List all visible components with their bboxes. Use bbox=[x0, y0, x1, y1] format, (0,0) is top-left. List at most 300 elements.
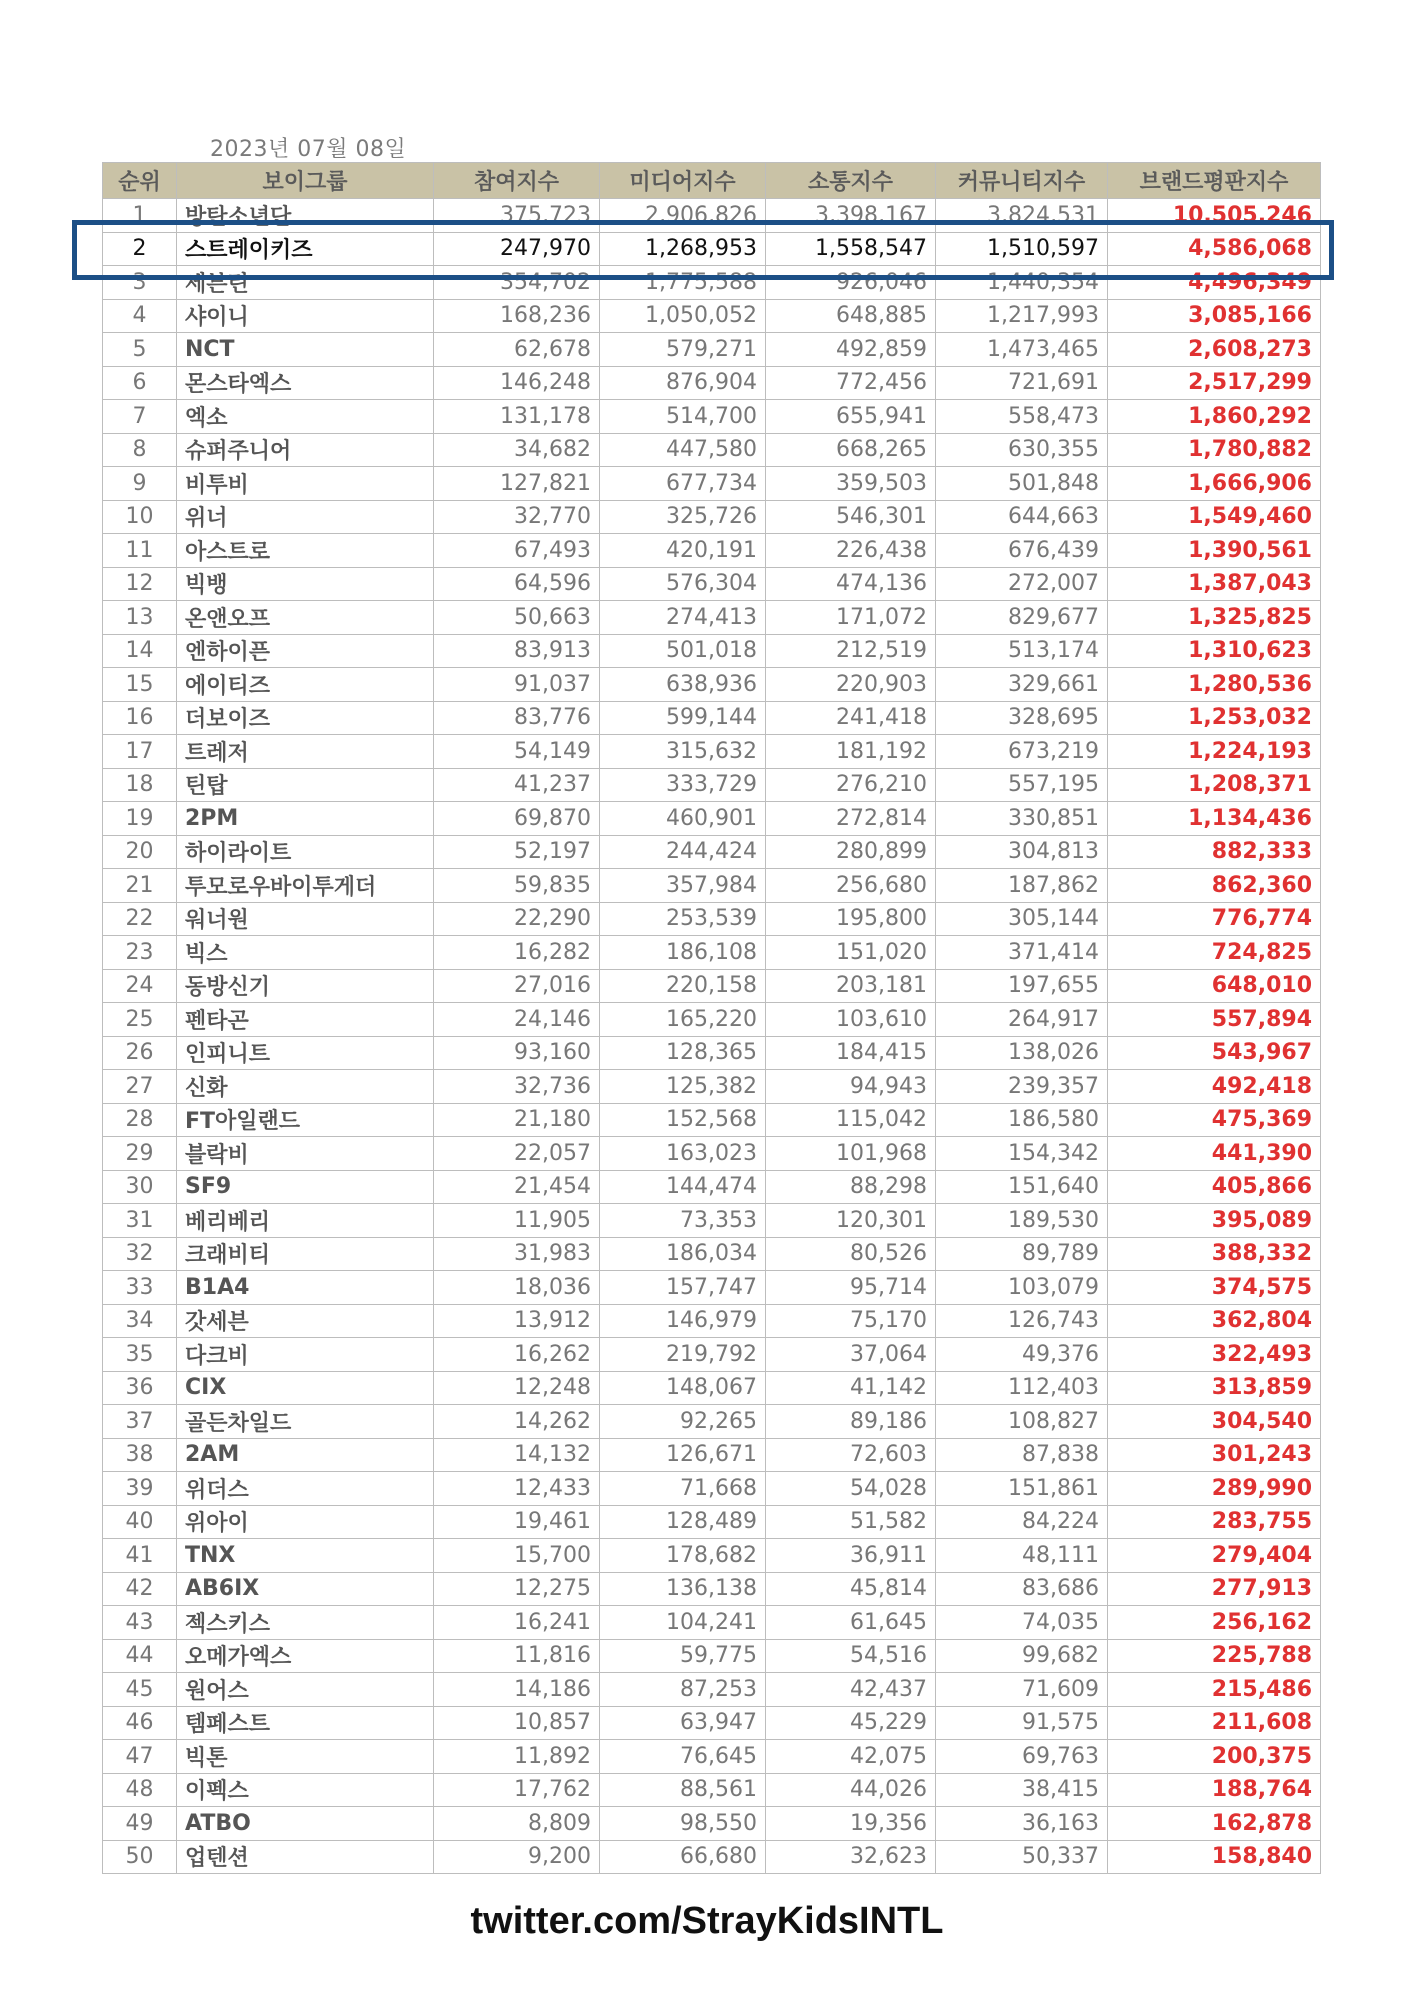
rank-cell: 14 bbox=[103, 634, 177, 668]
group-name-cell: 위더스 bbox=[177, 1472, 434, 1506]
brand-score-cell: 1,310,623 bbox=[1108, 634, 1321, 668]
communication-cell: 45,229 bbox=[766, 1706, 936, 1740]
community-cell: 676,439 bbox=[936, 534, 1108, 568]
group-name-cell: 위아이 bbox=[177, 1505, 434, 1539]
community-cell: 108,827 bbox=[936, 1405, 1108, 1439]
rank-cell: 16 bbox=[103, 701, 177, 735]
rank-cell: 11 bbox=[103, 534, 177, 568]
group-name-cell: SF9 bbox=[177, 1170, 434, 1204]
rank-cell: 45 bbox=[103, 1673, 177, 1707]
brand-score-cell: 3,085,166 bbox=[1108, 299, 1321, 333]
communication-cell: 151,020 bbox=[766, 936, 936, 970]
community-cell: 1,473,465 bbox=[936, 333, 1108, 367]
communication-cell: 546,301 bbox=[766, 500, 936, 534]
community-cell: 239,357 bbox=[936, 1070, 1108, 1104]
brand-score-cell: 1,134,436 bbox=[1108, 802, 1321, 836]
participation-cell: 22,057 bbox=[434, 1137, 600, 1171]
table-row bbox=[103, 1137, 1321, 1171]
communication-cell: 72,603 bbox=[766, 1438, 936, 1472]
participation-cell: 354,702 bbox=[434, 266, 600, 300]
header-participation: 참여지수 bbox=[434, 163, 600, 199]
community-cell: 371,414 bbox=[936, 936, 1108, 970]
group-name-cell: 온앤오프 bbox=[177, 601, 434, 635]
communication-cell: 19,356 bbox=[766, 1807, 936, 1841]
participation-cell: 59,835 bbox=[434, 869, 600, 903]
brand-score-cell: 279,404 bbox=[1108, 1539, 1321, 1573]
table-row bbox=[103, 1840, 1321, 1874]
table-row bbox=[103, 1405, 1321, 1439]
group-name-cell: 2AM bbox=[177, 1438, 434, 1472]
communication-cell: 184,415 bbox=[766, 1036, 936, 1070]
participation-cell: 16,262 bbox=[434, 1338, 600, 1372]
brand-score-cell: 277,913 bbox=[1108, 1572, 1321, 1606]
group-name-cell: 오메가엑스 bbox=[177, 1639, 434, 1673]
media-cell: 357,984 bbox=[600, 869, 766, 903]
community-cell: 91,575 bbox=[936, 1706, 1108, 1740]
community-cell: 328,695 bbox=[936, 701, 1108, 735]
brand-score-cell: 1,549,460 bbox=[1108, 500, 1321, 534]
group-name-cell: 더보이즈 bbox=[177, 701, 434, 735]
communication-cell: 101,968 bbox=[766, 1137, 936, 1171]
media-cell: 1,775,588 bbox=[600, 266, 766, 300]
brand-score-cell: 10,505,246 bbox=[1108, 199, 1321, 233]
media-cell: 136,138 bbox=[600, 1572, 766, 1606]
group-name-cell: 트레저 bbox=[177, 735, 434, 769]
participation-cell: 21,454 bbox=[434, 1170, 600, 1204]
table-row bbox=[103, 936, 1321, 970]
media-cell: 420,191 bbox=[600, 534, 766, 568]
group-name-cell: 베리베리 bbox=[177, 1204, 434, 1238]
brand-score-cell: 304,540 bbox=[1108, 1405, 1321, 1439]
media-cell: 87,253 bbox=[600, 1673, 766, 1707]
rank-cell: 39 bbox=[103, 1472, 177, 1506]
rank-cell: 18 bbox=[103, 768, 177, 802]
group-name-cell: 골든차일드 bbox=[177, 1405, 434, 1439]
community-cell: 49,376 bbox=[936, 1338, 1108, 1372]
brand-score-cell: 776,774 bbox=[1108, 902, 1321, 936]
media-cell: 876,904 bbox=[600, 366, 766, 400]
brand-score-cell: 1,325,825 bbox=[1108, 601, 1321, 635]
rank-cell: 46 bbox=[103, 1706, 177, 1740]
community-cell: 151,861 bbox=[936, 1472, 1108, 1506]
brand-score-cell: 215,486 bbox=[1108, 1673, 1321, 1707]
table-row bbox=[103, 768, 1321, 802]
brand-score-cell: 1,208,371 bbox=[1108, 768, 1321, 802]
participation-cell: 18,036 bbox=[434, 1271, 600, 1305]
communication-cell: 80,526 bbox=[766, 1237, 936, 1271]
participation-cell: 10,857 bbox=[434, 1706, 600, 1740]
group-name-cell: 빅스 bbox=[177, 936, 434, 970]
media-cell: 73,353 bbox=[600, 1204, 766, 1238]
community-cell: 513,174 bbox=[936, 634, 1108, 668]
media-cell: 220,158 bbox=[600, 969, 766, 1003]
participation-cell: 8,809 bbox=[434, 1807, 600, 1841]
participation-cell: 52,197 bbox=[434, 835, 600, 869]
community-cell: 138,026 bbox=[936, 1036, 1108, 1070]
community-cell: 83,686 bbox=[936, 1572, 1108, 1606]
table-row bbox=[103, 500, 1321, 534]
table-row bbox=[103, 1237, 1321, 1271]
communication-cell: 54,516 bbox=[766, 1639, 936, 1673]
media-cell: 447,580 bbox=[600, 433, 766, 467]
table-row bbox=[103, 1639, 1321, 1673]
rank-cell: 12 bbox=[103, 567, 177, 601]
communication-cell: 474,136 bbox=[766, 567, 936, 601]
rank-cell: 1 bbox=[103, 199, 177, 233]
group-name-cell: 하이라이트 bbox=[177, 835, 434, 869]
participation-cell: 12,275 bbox=[434, 1572, 600, 1606]
table-row bbox=[103, 1773, 1321, 1807]
table-row bbox=[103, 668, 1321, 702]
media-cell: 325,726 bbox=[600, 500, 766, 534]
media-cell: 1,050,052 bbox=[600, 299, 766, 333]
brand-score-cell: 862,360 bbox=[1108, 869, 1321, 903]
participation-cell: 64,596 bbox=[434, 567, 600, 601]
group-name-cell: 세븐틴 bbox=[177, 266, 434, 300]
rank-cell: 22 bbox=[103, 902, 177, 936]
group-name-cell: 틴탑 bbox=[177, 768, 434, 802]
brand-score-cell: 4,586,068 bbox=[1108, 232, 1321, 266]
participation-cell: 131,178 bbox=[434, 400, 600, 434]
brand-score-cell: 301,243 bbox=[1108, 1438, 1321, 1472]
community-cell: 673,219 bbox=[936, 735, 1108, 769]
communication-cell: 32,623 bbox=[766, 1840, 936, 1874]
participation-cell: 93,160 bbox=[434, 1036, 600, 1070]
rank-cell: 6 bbox=[103, 366, 177, 400]
rank-cell: 34 bbox=[103, 1304, 177, 1338]
participation-cell: 14,186 bbox=[434, 1673, 600, 1707]
participation-cell: 17,762 bbox=[434, 1773, 600, 1807]
media-cell: 125,382 bbox=[600, 1070, 766, 1104]
communication-cell: 668,265 bbox=[766, 433, 936, 467]
communication-cell: 75,170 bbox=[766, 1304, 936, 1338]
brand-score-cell: 322,493 bbox=[1108, 1338, 1321, 1372]
participation-cell: 168,236 bbox=[434, 299, 600, 333]
participation-cell: 16,241 bbox=[434, 1606, 600, 1640]
communication-cell: 241,418 bbox=[766, 701, 936, 735]
community-cell: 48,111 bbox=[936, 1539, 1108, 1573]
brand-score-cell: 374,575 bbox=[1108, 1271, 1321, 1305]
table-row bbox=[103, 1003, 1321, 1037]
report-date: 2023년 07월 08일 bbox=[210, 137, 407, 162]
brand-score-cell: 1,390,561 bbox=[1108, 534, 1321, 568]
community-cell: 89,789 bbox=[936, 1237, 1108, 1271]
communication-cell: 272,814 bbox=[766, 802, 936, 836]
communication-cell: 226,438 bbox=[766, 534, 936, 568]
rank-cell: 28 bbox=[103, 1103, 177, 1137]
table-row bbox=[103, 1438, 1321, 1472]
community-cell: 189,530 bbox=[936, 1204, 1108, 1238]
brand-score-cell: 362,804 bbox=[1108, 1304, 1321, 1338]
community-cell: 305,144 bbox=[936, 902, 1108, 936]
group-name-cell: 빅뱅 bbox=[177, 567, 434, 601]
brand-score-cell: 211,608 bbox=[1108, 1706, 1321, 1740]
rank-cell: 50 bbox=[103, 1840, 177, 1874]
communication-cell: 203,181 bbox=[766, 969, 936, 1003]
brand-score-cell: 2,608,273 bbox=[1108, 333, 1321, 367]
media-cell: 460,901 bbox=[600, 802, 766, 836]
communication-cell: 359,503 bbox=[766, 467, 936, 501]
participation-cell: 247,970 bbox=[434, 232, 600, 266]
community-cell: 630,355 bbox=[936, 433, 1108, 467]
brand-score-cell: 4,496,349 bbox=[1108, 266, 1321, 300]
table-row bbox=[103, 1204, 1321, 1238]
communication-cell: 120,301 bbox=[766, 1204, 936, 1238]
media-cell: 576,304 bbox=[600, 567, 766, 601]
brand-score-cell: 648,010 bbox=[1108, 969, 1321, 1003]
media-cell: 88,561 bbox=[600, 1773, 766, 1807]
rank-cell: 8 bbox=[103, 433, 177, 467]
boy-group-ranking-table bbox=[102, 162, 1321, 1874]
table-row bbox=[103, 1673, 1321, 1707]
header-brand: 브랜드평판지수 bbox=[1108, 163, 1321, 199]
communication-cell: 95,714 bbox=[766, 1271, 936, 1305]
group-name-cell: 젝스키스 bbox=[177, 1606, 434, 1640]
community-cell: 272,007 bbox=[936, 567, 1108, 601]
participation-cell: 41,237 bbox=[434, 768, 600, 802]
table-row bbox=[103, 1706, 1321, 1740]
media-cell: 638,936 bbox=[600, 668, 766, 702]
community-cell: 557,195 bbox=[936, 768, 1108, 802]
rank-cell: 43 bbox=[103, 1606, 177, 1640]
brand-score-cell: 1,860,292 bbox=[1108, 400, 1321, 434]
header-group: 보이그룹 bbox=[177, 163, 434, 199]
media-cell: 599,144 bbox=[600, 701, 766, 735]
community-cell: 721,691 bbox=[936, 366, 1108, 400]
table-row bbox=[103, 1070, 1321, 1104]
participation-cell: 21,180 bbox=[434, 1103, 600, 1137]
participation-cell: 54,149 bbox=[434, 735, 600, 769]
participation-cell: 50,663 bbox=[434, 601, 600, 635]
rank-cell: 35 bbox=[103, 1338, 177, 1372]
participation-cell: 31,983 bbox=[434, 1237, 600, 1271]
rank-cell: 27 bbox=[103, 1070, 177, 1104]
media-cell: 186,034 bbox=[600, 1237, 766, 1271]
participation-cell: 11,816 bbox=[434, 1639, 600, 1673]
media-cell: 501,018 bbox=[600, 634, 766, 668]
brand-score-cell: 1,780,882 bbox=[1108, 433, 1321, 467]
group-name-cell: 비투비 bbox=[177, 467, 434, 501]
brand-score-cell: 1,666,906 bbox=[1108, 467, 1321, 501]
rank-cell: 17 bbox=[103, 735, 177, 769]
participation-cell: 69,870 bbox=[434, 802, 600, 836]
table-row bbox=[103, 433, 1321, 467]
communication-cell: 51,582 bbox=[766, 1505, 936, 1539]
participation-cell: 27,016 bbox=[434, 969, 600, 1003]
participation-cell: 12,248 bbox=[434, 1371, 600, 1405]
communication-cell: 89,186 bbox=[766, 1405, 936, 1439]
table-row bbox=[103, 1807, 1321, 1841]
communication-cell: 256,680 bbox=[766, 869, 936, 903]
table-row bbox=[103, 1170, 1321, 1204]
group-name-cell: 갓세븐 bbox=[177, 1304, 434, 1338]
media-cell: 163,023 bbox=[600, 1137, 766, 1171]
media-cell: 2,906,826 bbox=[600, 199, 766, 233]
participation-cell: 83,913 bbox=[434, 634, 600, 668]
group-name-cell: 위너 bbox=[177, 500, 434, 534]
participation-cell: 11,892 bbox=[434, 1740, 600, 1774]
participation-cell: 32,770 bbox=[434, 500, 600, 534]
group-name-cell: 엑소 bbox=[177, 400, 434, 434]
community-cell: 74,035 bbox=[936, 1606, 1108, 1640]
community-cell: 1,217,993 bbox=[936, 299, 1108, 333]
rank-cell: 33 bbox=[103, 1271, 177, 1305]
communication-cell: 94,943 bbox=[766, 1070, 936, 1104]
community-cell: 829,677 bbox=[936, 601, 1108, 635]
table-row bbox=[103, 333, 1321, 367]
header-communication: 소통지수 bbox=[766, 163, 936, 199]
rank-cell: 13 bbox=[103, 601, 177, 635]
rank-cell: 41 bbox=[103, 1539, 177, 1573]
group-name-cell: 이펙스 bbox=[177, 1773, 434, 1807]
rank-cell: 48 bbox=[103, 1773, 177, 1807]
group-name-cell: 스트레이키즈 bbox=[177, 232, 434, 266]
footer-twitter-handle: twitter.com/StrayKidsINTL bbox=[470, 1900, 944, 1942]
group-name-cell: CIX bbox=[177, 1371, 434, 1405]
participation-cell: 14,262 bbox=[434, 1405, 600, 1439]
table-row bbox=[103, 902, 1321, 936]
community-cell: 112,403 bbox=[936, 1371, 1108, 1405]
media-cell: 66,680 bbox=[600, 1840, 766, 1874]
media-cell: 677,734 bbox=[600, 467, 766, 501]
rank-cell: 26 bbox=[103, 1036, 177, 1070]
group-name-cell: ATBO bbox=[177, 1807, 434, 1841]
communication-cell: 276,210 bbox=[766, 768, 936, 802]
table-row bbox=[103, 534, 1321, 568]
table-row bbox=[103, 1036, 1321, 1070]
media-cell: 76,645 bbox=[600, 1740, 766, 1774]
brand-score-cell: 2,517,299 bbox=[1108, 366, 1321, 400]
communication-cell: 42,075 bbox=[766, 1740, 936, 1774]
rank-cell: 15 bbox=[103, 668, 177, 702]
group-name-cell: 블락비 bbox=[177, 1137, 434, 1171]
communication-cell: 42,437 bbox=[766, 1673, 936, 1707]
media-cell: 126,671 bbox=[600, 1438, 766, 1472]
rank-cell: 4 bbox=[103, 299, 177, 333]
media-cell: 579,271 bbox=[600, 333, 766, 367]
community-cell: 154,342 bbox=[936, 1137, 1108, 1171]
participation-cell: 22,290 bbox=[434, 902, 600, 936]
rank-cell: 7 bbox=[103, 400, 177, 434]
communication-cell: 655,941 bbox=[766, 400, 936, 434]
media-cell: 219,792 bbox=[600, 1338, 766, 1372]
media-cell: 253,539 bbox=[600, 902, 766, 936]
brand-score-cell: 283,755 bbox=[1108, 1505, 1321, 1539]
table-row bbox=[103, 1103, 1321, 1137]
media-cell: 244,424 bbox=[600, 835, 766, 869]
participation-cell: 13,912 bbox=[434, 1304, 600, 1338]
community-cell: 329,661 bbox=[936, 668, 1108, 702]
group-name-cell: 펜타곤 bbox=[177, 1003, 434, 1037]
community-cell: 304,813 bbox=[936, 835, 1108, 869]
table-row bbox=[103, 567, 1321, 601]
brand-score-cell: 200,375 bbox=[1108, 1740, 1321, 1774]
rank-cell: 9 bbox=[103, 467, 177, 501]
rank-cell: 10 bbox=[103, 500, 177, 534]
media-cell: 165,220 bbox=[600, 1003, 766, 1037]
media-cell: 144,474 bbox=[600, 1170, 766, 1204]
brand-score-cell: 162,878 bbox=[1108, 1807, 1321, 1841]
group-name-cell: 원어스 bbox=[177, 1673, 434, 1707]
brand-score-cell: 882,333 bbox=[1108, 835, 1321, 869]
group-name-cell: 몬스타엑스 bbox=[177, 366, 434, 400]
participation-cell: 127,821 bbox=[434, 467, 600, 501]
rank-cell: 31 bbox=[103, 1204, 177, 1238]
header-media: 미디어지수 bbox=[600, 163, 766, 199]
community-cell: 3,824,531 bbox=[936, 199, 1108, 233]
communication-cell: 171,072 bbox=[766, 601, 936, 635]
communication-cell: 195,800 bbox=[766, 902, 936, 936]
table-row bbox=[103, 634, 1321, 668]
participation-cell: 34,682 bbox=[434, 433, 600, 467]
group-name-cell: 템페스트 bbox=[177, 1706, 434, 1740]
group-name-cell: 엔하이픈 bbox=[177, 634, 434, 668]
communication-cell: 220,903 bbox=[766, 668, 936, 702]
group-name-cell: 방탄소년단 bbox=[177, 199, 434, 233]
participation-cell: 83,776 bbox=[434, 701, 600, 735]
rank-cell: 49 bbox=[103, 1807, 177, 1841]
rank-cell: 32 bbox=[103, 1237, 177, 1271]
group-name-cell: 인피니트 bbox=[177, 1036, 434, 1070]
table-row bbox=[103, 1539, 1321, 1573]
rank-cell: 30 bbox=[103, 1170, 177, 1204]
group-name-cell: 크래비티 bbox=[177, 1237, 434, 1271]
media-cell: 148,067 bbox=[600, 1371, 766, 1405]
community-cell: 84,224 bbox=[936, 1505, 1108, 1539]
table-row bbox=[103, 1472, 1321, 1506]
table-body bbox=[103, 199, 1321, 1874]
brand-score-cell: 543,967 bbox=[1108, 1036, 1321, 1070]
rank-cell: 25 bbox=[103, 1003, 177, 1037]
community-cell: 87,838 bbox=[936, 1438, 1108, 1472]
rank-cell: 42 bbox=[103, 1572, 177, 1606]
table-row bbox=[103, 1740, 1321, 1774]
table-row bbox=[103, 366, 1321, 400]
group-name-cell: 업텐션 bbox=[177, 1840, 434, 1874]
participation-cell: 24,146 bbox=[434, 1003, 600, 1037]
table-row bbox=[103, 869, 1321, 903]
community-cell: 501,848 bbox=[936, 467, 1108, 501]
table-row bbox=[103, 1271, 1321, 1305]
header-community: 커뮤니티지수 bbox=[936, 163, 1108, 199]
group-name-cell: FT아일랜드 bbox=[177, 1103, 434, 1137]
rank-cell: 19 bbox=[103, 802, 177, 836]
communication-cell: 36,911 bbox=[766, 1539, 936, 1573]
media-cell: 98,550 bbox=[600, 1807, 766, 1841]
community-cell: 264,917 bbox=[936, 1003, 1108, 1037]
brand-score-cell: 475,369 bbox=[1108, 1103, 1321, 1137]
brand-score-cell: 405,866 bbox=[1108, 1170, 1321, 1204]
media-cell: 274,413 bbox=[600, 601, 766, 635]
media-cell: 1,268,953 bbox=[600, 232, 766, 266]
rank-cell: 21 bbox=[103, 869, 177, 903]
header-rank: 순위 bbox=[103, 163, 177, 199]
media-cell: 104,241 bbox=[600, 1606, 766, 1640]
group-name-cell: 다크비 bbox=[177, 1338, 434, 1372]
communication-cell: 1,558,547 bbox=[766, 232, 936, 266]
brand-score-cell: 395,089 bbox=[1108, 1204, 1321, 1238]
media-cell: 178,682 bbox=[600, 1539, 766, 1573]
community-cell: 197,655 bbox=[936, 969, 1108, 1003]
brand-score-cell: 1,280,536 bbox=[1108, 668, 1321, 702]
communication-cell: 103,610 bbox=[766, 1003, 936, 1037]
media-cell: 71,668 bbox=[600, 1472, 766, 1506]
group-name-cell: 워너원 bbox=[177, 902, 434, 936]
group-name-cell: 아스트로 bbox=[177, 534, 434, 568]
media-cell: 128,489 bbox=[600, 1505, 766, 1539]
group-name-cell: 빅톤 bbox=[177, 1740, 434, 1774]
community-cell: 103,079 bbox=[936, 1271, 1108, 1305]
